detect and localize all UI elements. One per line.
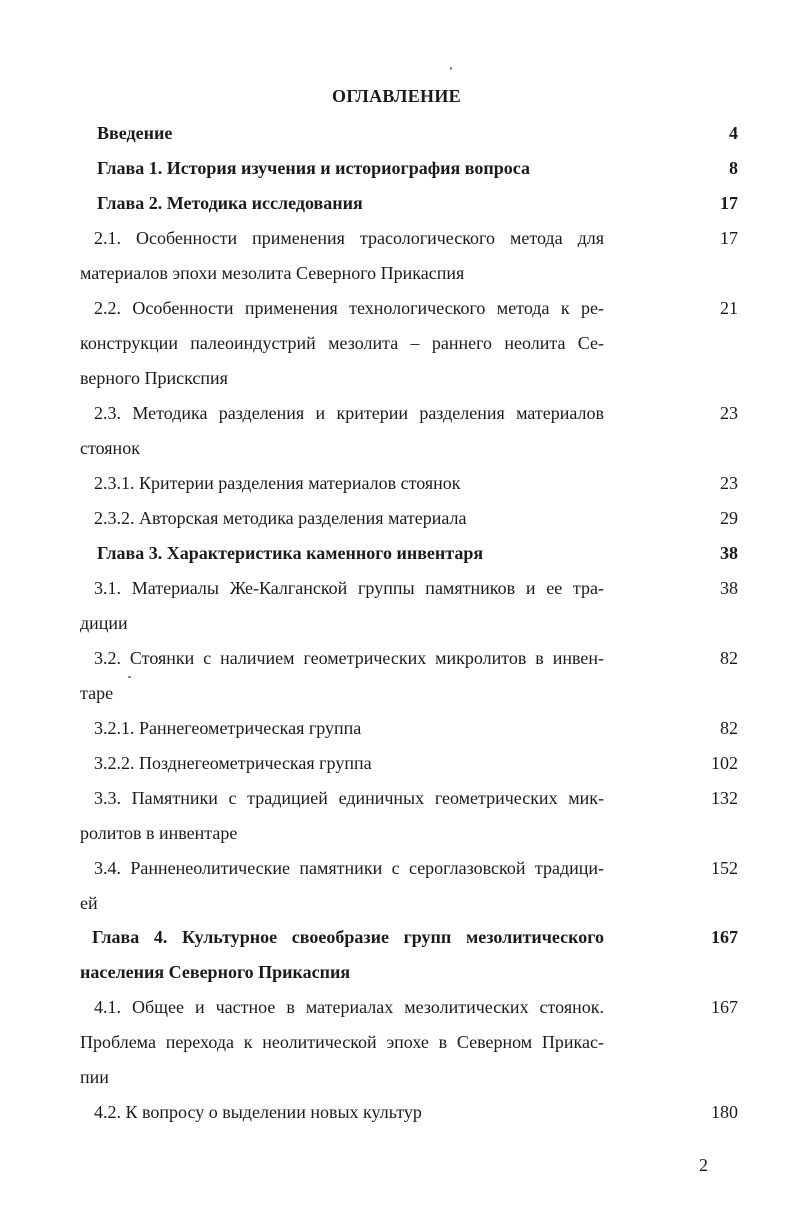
toc-page-number: 167 bbox=[711, 927, 738, 947]
toc-entry-text: ролитов в инвентаре bbox=[80, 822, 238, 843]
toc-entry-text: 4.1. Общее и частное в материалах мезолитических стоянок. bbox=[94, 997, 604, 1017]
toc-page-number: 82 bbox=[720, 648, 738, 668]
toc-page-number: 4 bbox=[729, 123, 738, 143]
toc-page-number: 23 bbox=[720, 403, 738, 423]
toc-entry-text: материалов эпохи мезолита Северного Прикаспия bbox=[80, 262, 465, 283]
toc-entry-text: Глава 2. Методика исследования bbox=[97, 193, 363, 213]
toc-entry-text: конструкции палеоиндустрий мезолита – раннего неолита Се- bbox=[80, 332, 604, 353]
toc-page-number: 21 bbox=[720, 298, 738, 318]
toc-entry-text: таре bbox=[80, 682, 114, 703]
toc-page-number: 180 bbox=[711, 1102, 738, 1122]
toc-page-number: 102 bbox=[711, 753, 738, 773]
toc-page-number: 132 bbox=[711, 788, 738, 808]
toc-entry-text: 3.4. Ранненеолитические памятники с сероглазовской традици- bbox=[94, 858, 604, 878]
toc-entry-text: 2.3.1. Критерии разделения материалов стоянок bbox=[94, 473, 461, 493]
toc-entry-text: 2.2. Особенности применения технологического метода к ре- bbox=[94, 298, 604, 318]
toc-entry-text: 2.3. Методика разделения и критерии разделения материалов bbox=[94, 403, 604, 423]
toc-page-number: 167 bbox=[711, 997, 738, 1017]
toc-page-number: 23 bbox=[720, 473, 738, 493]
toc-page-number: 8 bbox=[729, 158, 738, 178]
toc-entry-text: 3.3. Памятники с традицией единичных геометрических мик- bbox=[94, 788, 604, 808]
toc-page-number: 82 bbox=[720, 718, 738, 738]
toc-entry-text: Введение bbox=[97, 123, 173, 143]
toc-entry-text: 3.1. Материалы Же-Калганской группы памятников и ее тра- bbox=[94, 578, 604, 598]
toc-entry-text: 3.2.1. Раннегеометрическая группа bbox=[94, 718, 362, 738]
toc-page-number: 17 bbox=[720, 193, 738, 213]
scan-speck bbox=[128, 676, 131, 678]
scan-speck bbox=[450, 67, 452, 70]
toc-entry-text: 2.3.2. Авторская методика разделения материала bbox=[94, 508, 467, 528]
toc-entry-text: 3.2.2. Позднегеометрическая группа bbox=[94, 753, 372, 773]
toc-entry-text: населения Северного Прикаспия bbox=[80, 961, 351, 982]
toc-entry-text: верного Прискспия bbox=[80, 367, 228, 388]
toc-page-number: 17 bbox=[720, 228, 738, 248]
toc-entry-text: стоянок bbox=[80, 437, 140, 458]
toc-page-number: 38 bbox=[720, 578, 738, 598]
page-number: 2 bbox=[699, 1155, 708, 1175]
toc-entry-text: пии bbox=[80, 1066, 109, 1087]
toc-entry-text: Глава 4. Культурное своеобразие групп мезолитического bbox=[92, 927, 604, 947]
toc-title: ОГЛАВЛЕНИЕ bbox=[332, 86, 461, 106]
toc-entry-text: 4.2. К вопросу о выделении новых культур bbox=[94, 1102, 422, 1122]
toc-page-number: 152 bbox=[711, 858, 738, 878]
toc-entry-text: диции bbox=[80, 612, 128, 633]
toc-entry-text: ей bbox=[80, 892, 98, 913]
toc-entry-text: 3.2. Стоянки с наличием геометрических микролитов в инвен- bbox=[94, 648, 604, 668]
toc-page-number: 29 bbox=[720, 508, 738, 528]
toc-entry-text: 2.1. Особенности применения трасологического метода для bbox=[94, 228, 604, 248]
toc-entry-text: Глава 1. История изучения и историография вопроса bbox=[97, 158, 530, 178]
toc-entry-text: Проблема перехода к неолитической эпохе в Северном Прикас- bbox=[80, 1031, 604, 1052]
toc-page-number: 38 bbox=[720, 543, 738, 563]
toc-entry-text: Глава 3. Характеристика каменного инвентаря bbox=[97, 543, 484, 563]
